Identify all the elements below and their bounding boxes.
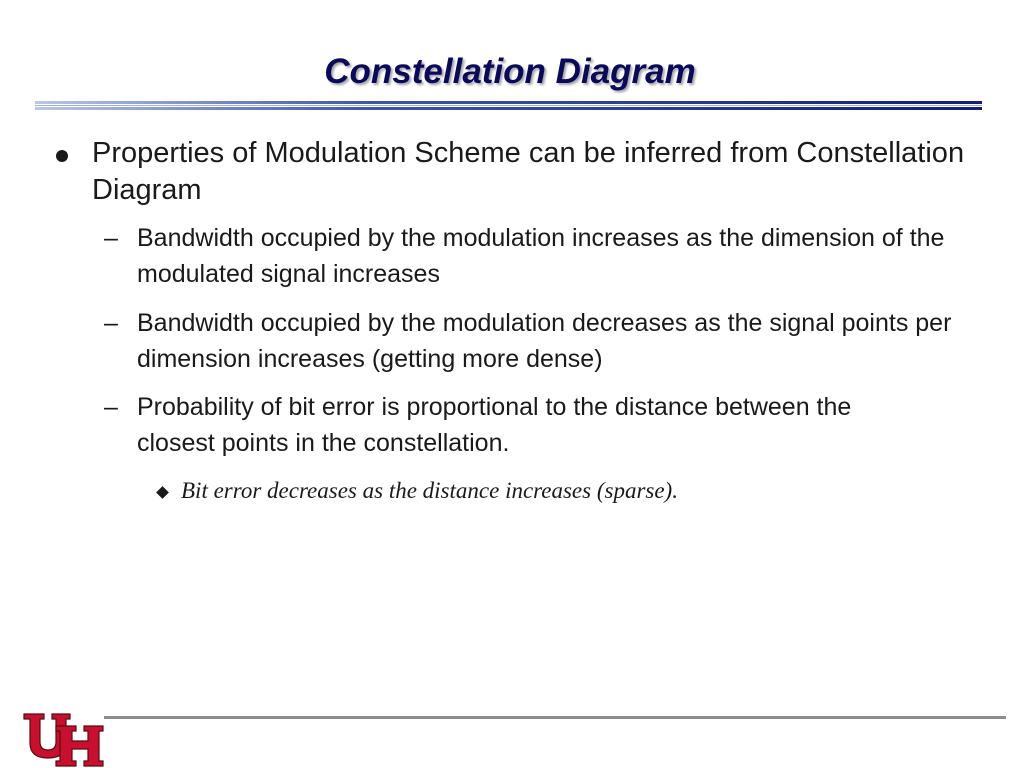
bullet-level2-item: Probability of bit error is proportional to the distance between the closest points in the constellation. — [137, 393, 852, 457]
bullet-level1-item: Properties of Modulation Scheme can be inferred from Constellation Diagram — [92, 137, 965, 206]
bullet-level3-item: Bit error decreases as the distance increases (sparse). — [181, 478, 678, 503]
dash-bullet-icon: – — [104, 393, 118, 421]
dash-bullet-icon: – — [104, 309, 118, 337]
footer-rule — [104, 716, 1006, 719]
uh-interlocking-logo-icon — [22, 712, 104, 768]
dash-bullet-icon: – — [104, 224, 118, 252]
bullet-level2-item: Bandwidth occupied by the modulation decreases as the signal points per dimension increases (getting more dense) — [137, 309, 952, 373]
slide-title: Constellation Diagram — [324, 52, 696, 91]
bullet-dot-icon — [56, 150, 68, 162]
diamond-bullet-icon — [156, 486, 169, 499]
bullet-level2-item: Bandwidth occupied by the modulation increases as the dimension of the modulated signal increases — [137, 224, 945, 288]
